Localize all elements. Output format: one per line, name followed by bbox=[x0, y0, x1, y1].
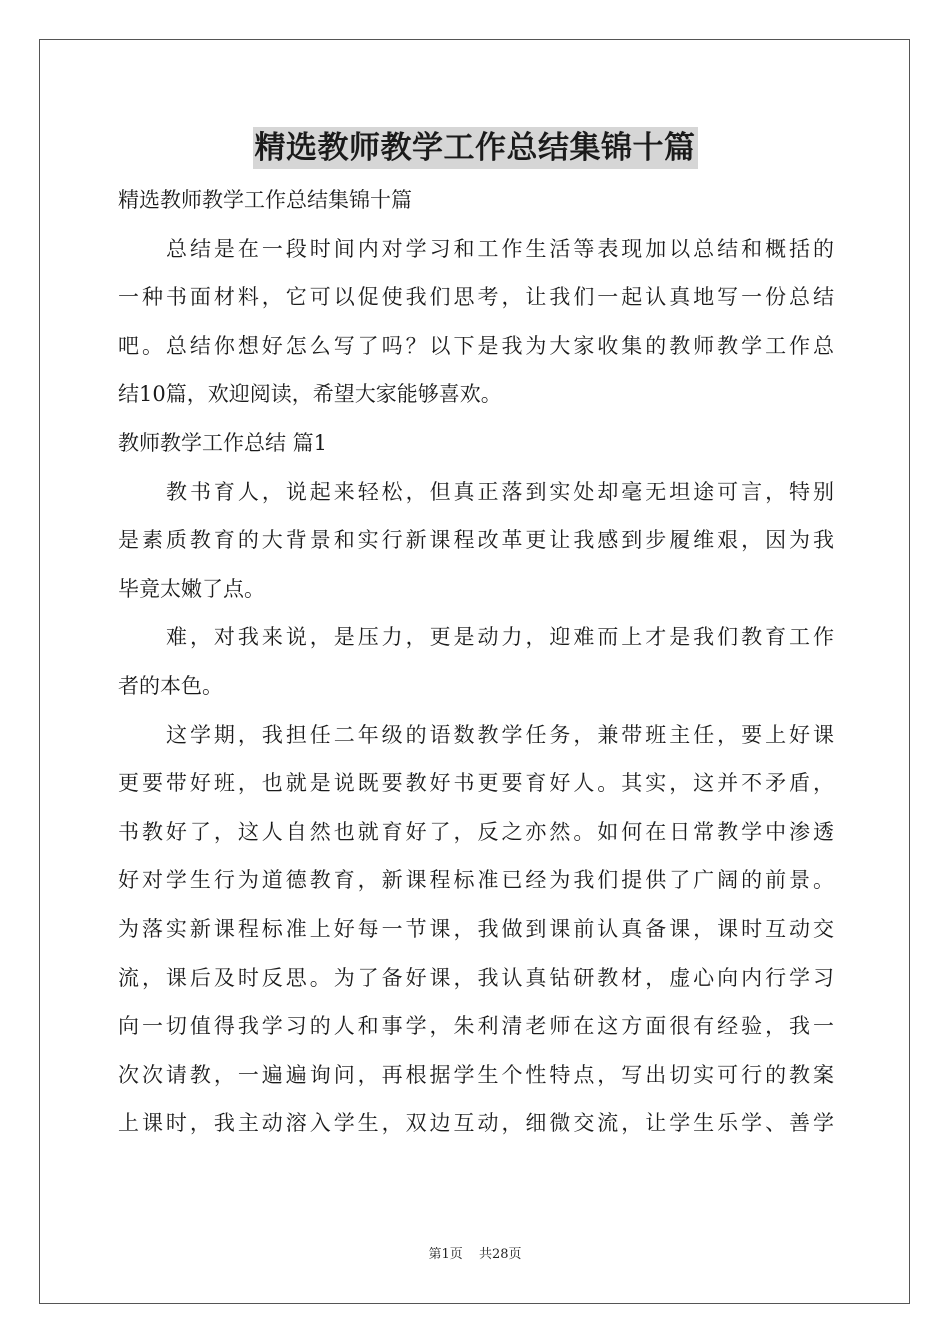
text-line: 上课时，我主动溶入学生，双边互动，细微交流，让学生乐学、善学 bbox=[118, 1111, 834, 1136]
text-line: 者的本色。 bbox=[118, 673, 223, 698]
text-line: 教书育人，说起来轻松，但真正落到实处却毫无坦途可言，特别 bbox=[166, 479, 834, 504]
text-line: 为落实新课程标准上好每一节课，我做到课前认真备课，课时互动交 bbox=[118, 916, 834, 941]
page-footer bbox=[0, 1246, 950, 1264]
document-body bbox=[118, 176, 834, 1148]
title-container bbox=[0, 127, 950, 169]
text-line: 向一切值得我学习的人和事学，朱利清老师在这方面很有经验，我一 bbox=[118, 1014, 834, 1039]
text-line: 吧。总结你想好怎么写了吗？以下是我为大家收集的教师教学工作总 bbox=[118, 333, 834, 358]
section-heading: 教师教学工作总结 篇1 bbox=[118, 430, 328, 455]
text-line: 难，对我来说，是压力，更是动力，迎难而上才是我们教育工作 bbox=[166, 625, 834, 650]
text-line: 流，课后及时反思。为了备好课，我认真钻研教材，虚心向内行学习 bbox=[118, 965, 834, 990]
document-title: 精选教师教学工作总结集锦十篇 bbox=[253, 127, 698, 169]
text-line: 是素质教育的大背景和实行新课程改革更让我感到步履维艰，因为我 bbox=[118, 528, 834, 553]
text-line: 更要带好班，也就是说既要教好书更要育好人。其实，这并不矛盾， bbox=[118, 771, 834, 796]
text-line: 次次请教，一遍遍询问，再根据学生个性特点，写出切实可行的教案 bbox=[118, 1062, 834, 1087]
text-line: 好对学生行为道德教育，新课程标准已经为我们提供了广阔的前景。 bbox=[118, 868, 834, 893]
page-number: 第1页 bbox=[428, 1247, 463, 1262]
text-line: 毕竟太嫩了点。 bbox=[118, 576, 265, 601]
page-total: 共28页 bbox=[478, 1247, 522, 1262]
section-heading: 精选教师教学工作总结集锦十篇 bbox=[118, 188, 412, 212]
text-line: 结10篇，欢迎阅读，希望大家能够喜欢。 bbox=[118, 382, 502, 407]
text-line: 一种书面材料，它可以促使我们思考，让我们一起认真地写一份总结 bbox=[118, 285, 834, 310]
text-line: 书教好了，这人自然也就育好了，反之亦然。如何在日常教学中渗透 bbox=[118, 819, 834, 844]
text-line: 总结是在一段时间内对学习和工作生活等表现加以总结和概括的 bbox=[166, 236, 834, 261]
text-line: 这学期，我担任二年级的语数教学任务，兼带班主任，要上好课 bbox=[166, 722, 834, 747]
